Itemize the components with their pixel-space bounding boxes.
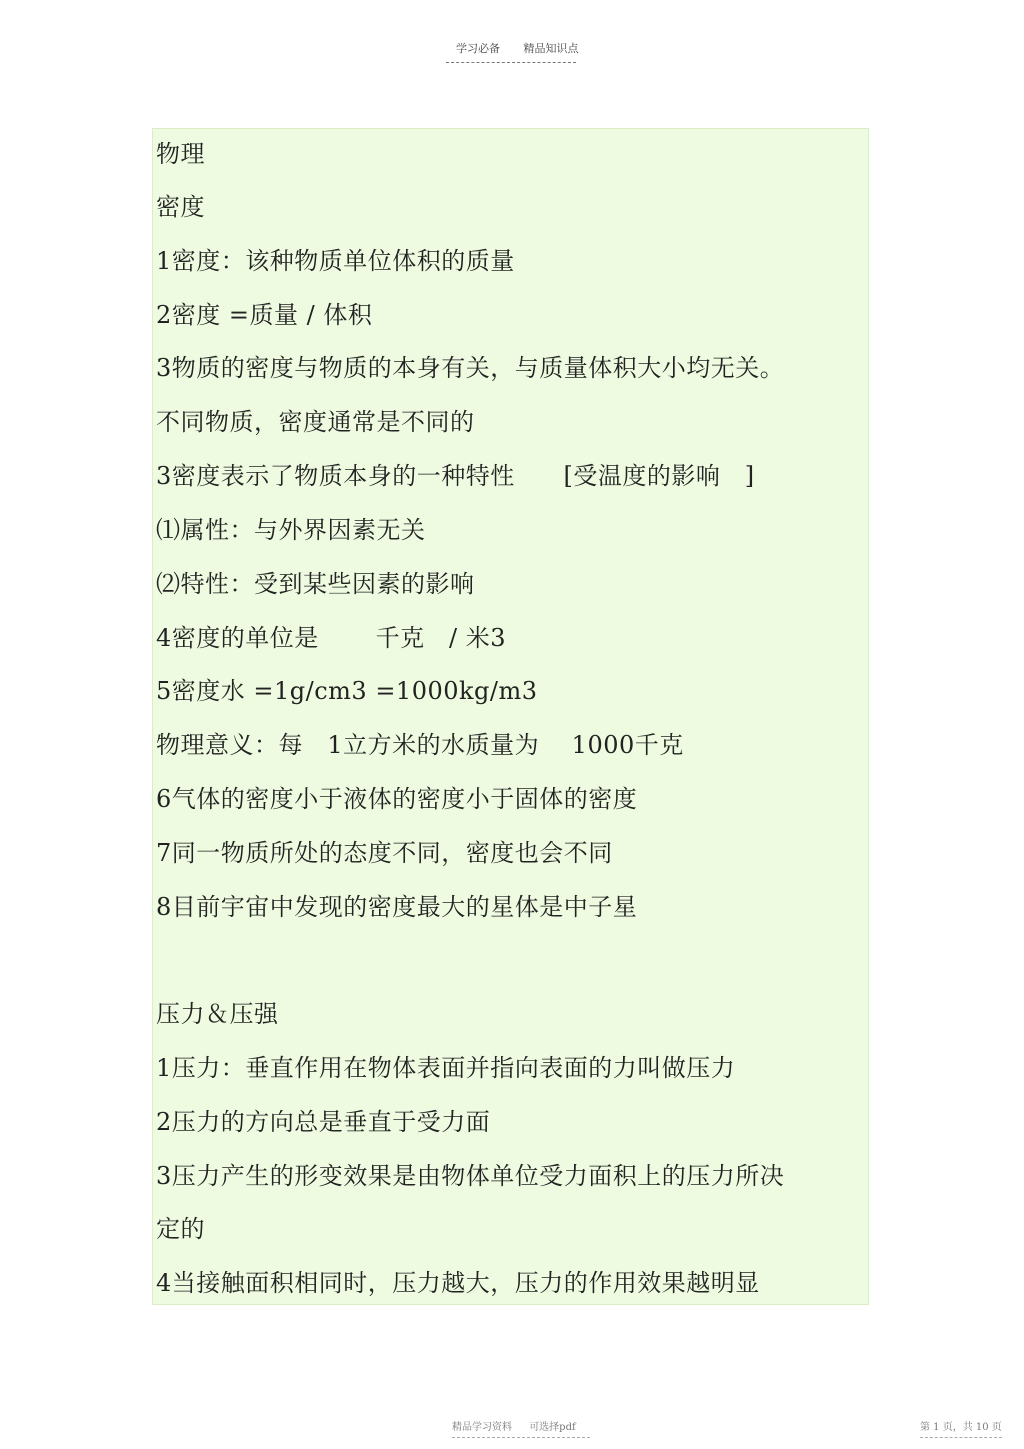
section-heading-pressure: 压力＆压强 <box>156 1000 279 1028</box>
section-heading-density: 密度 <box>156 193 205 221</box>
document-line: 定的 <box>156 1215 205 1243</box>
header-left-text: 学习必备 <box>456 42 500 55</box>
document-line: ⑵特性：受到某些因素的影响 <box>156 570 475 598</box>
document-line: 3压力产生的形变效果是由物体单位受力面积上的压力所决 <box>156 1162 785 1190</box>
document-line: 不同物质，密度通常是不同的 <box>156 408 475 436</box>
document-line: 4当接触面积相同时，压力越大，压力的作用效果越明显 <box>156 1269 760 1297</box>
page-footer <box>452 1418 590 1438</box>
document-line: 3密度表示了物质本身的一种特性 [受温度的影响 ] <box>156 462 755 490</box>
document-line: 3物质的密度与物质的本身有关，与质量体积大小均无关。 <box>156 354 785 382</box>
footer-middle-text: 可选择pdf <box>529 1422 576 1433</box>
footer-left-text: 精品学习资料 <box>452 1422 512 1433</box>
document-line: 2密度 =质量 / 体积 <box>156 301 373 329</box>
document-line: 6气体的密度小于液体的密度小于固体的密度 <box>156 785 638 813</box>
document-line: ⑴属性：与外界因素无关 <box>156 516 426 544</box>
document-line: 物理意义：每 1立方米的水质量为 1000千克 <box>156 731 684 759</box>
document-line: 7同一物质所处的态度不同，密度也会不同 <box>156 839 613 867</box>
document-line: 1压力：垂直作用在物体表面并指向表面的力叫做压力 <box>156 1054 736 1082</box>
page-header <box>446 40 579 63</box>
header-right-text: 精品知识点 <box>523 42 579 55</box>
document-line: 8目前宇宙中发现的密度最大的星体是中子星 <box>156 893 638 921</box>
document-line: 5密度水 =1g/cm3 =1000kg/m3 <box>156 677 538 705</box>
document-title: 物理 <box>156 140 205 168</box>
document-line: 1密度：该种物质单位体积的质量 <box>156 247 515 275</box>
document-line: 2压力的方向总是垂直于受力面 <box>156 1108 491 1136</box>
page-number: 第 1 页，共 10 页 <box>920 1418 1002 1438</box>
document-content-box <box>152 128 869 1305</box>
document-line: 4密度的单位是 千克 / 米3 <box>156 624 507 652</box>
